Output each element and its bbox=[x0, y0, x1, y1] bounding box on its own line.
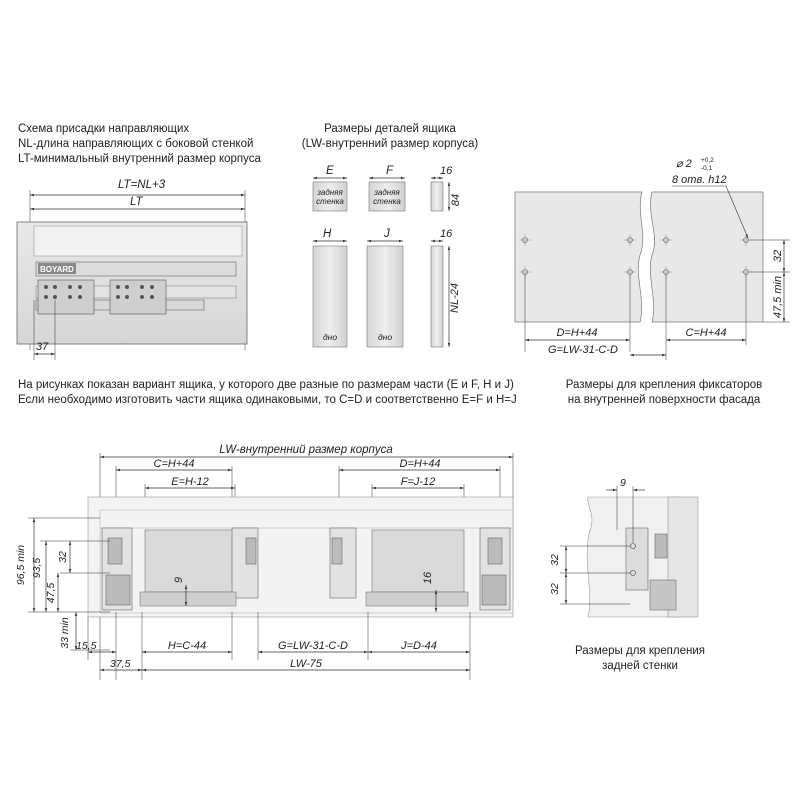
holes-count-label: 8 отв. h12 bbox=[672, 174, 727, 186]
assembly-c-label: C=H+44 bbox=[153, 458, 195, 470]
side-profile-long bbox=[431, 246, 443, 347]
facade-line-2: на внутренней поверхности фасада bbox=[567, 394, 761, 406]
nl24-label: NL-24 bbox=[449, 283, 461, 313]
hole-dia-label: ⌀ 2 bbox=[676, 158, 692, 170]
assembly-lw75-label: LW-75 bbox=[290, 658, 322, 670]
part-h-label: H bbox=[323, 228, 332, 240]
drawer-back-wall-right bbox=[372, 530, 464, 592]
facade-d32-label: 32 bbox=[772, 249, 784, 263]
facade-d475-label: 47,5 min bbox=[772, 275, 784, 319]
guide-scheme-line-2: NL-длина направляющих с боковой стенкой bbox=[18, 138, 254, 150]
note-line-1: На рисунках показан вариант ящика, у которого две разные по размерам части (E и F, H и J) bbox=[18, 379, 514, 391]
back-wall-bracket bbox=[626, 528, 648, 590]
assembly-d475-label: 47,5 bbox=[45, 582, 57, 604]
facade-dG-label: G=LW-31-C-D bbox=[548, 344, 618, 356]
back-wall-e-text-2: стенка bbox=[316, 197, 344, 206]
details-line-2: (LW-внутренний размер корпуса) bbox=[301, 138, 479, 150]
backwall-d9-label: 9 bbox=[620, 477, 626, 489]
back-wall-f-text-2: стенка bbox=[373, 197, 401, 206]
lw-title-label: LW-внутренний размер корпуса bbox=[219, 444, 393, 456]
back-wall-e-text-1: задняя bbox=[317, 188, 343, 197]
assembly-h-label: H=C-44 bbox=[167, 640, 207, 652]
guide-scheme-line-1: Схема присадки направляющих bbox=[18, 123, 190, 135]
facade-panel-left bbox=[515, 192, 643, 322]
brand-label: BOYARD bbox=[40, 265, 74, 274]
backwall-d32a-label: 32 bbox=[549, 554, 561, 566]
hole-tol-plus: +0,2 bbox=[701, 157, 714, 164]
back-wall-drawing bbox=[549, 477, 698, 617]
bottom-h-text: дно bbox=[322, 332, 338, 342]
part-e-label: E bbox=[326, 165, 334, 177]
assembly-drawing bbox=[15, 444, 513, 680]
lt-nl-label: LT=NL+3 bbox=[118, 179, 166, 191]
assembly-d16-label: 16 bbox=[422, 571, 434, 585]
side-profile-small bbox=[431, 182, 443, 211]
note-line-2: Если необходимо изготовить части ящика одинаковыми, то C=D и соответственно E=F и H=J bbox=[18, 394, 517, 406]
back-wall-line-1: Размеры для крепления bbox=[575, 645, 705, 657]
d37-label: 37 bbox=[36, 341, 49, 353]
facade-drawing bbox=[515, 157, 790, 360]
facade-dC-label: C=H+44 bbox=[685, 327, 727, 339]
assembly-d9-label: 9 bbox=[173, 576, 185, 584]
backwall-d32b-label: 32 bbox=[549, 583, 561, 595]
assembly-e-label: E=H-12 bbox=[171, 476, 209, 488]
assembly-g-label: G=LW-31-C-D bbox=[278, 640, 348, 652]
guide-scheme-line-3: LT-минимальный внутренний размер корпуса bbox=[18, 153, 261, 165]
assembly-d155-label: 15,5 bbox=[76, 640, 97, 652]
assembly-d965-label: 96,5 min bbox=[15, 544, 27, 586]
back-wall-line-2: задней стенки bbox=[602, 660, 678, 672]
back-wall-f-text-1: задняя bbox=[374, 188, 400, 197]
assembly-j-label: J=D-44 bbox=[401, 640, 437, 652]
facade-line-1: Размеры для крепления фиксаторов bbox=[565, 379, 763, 391]
assembly-d375-label: 37,5 bbox=[110, 658, 131, 670]
assembly-d935-label: 93,5 bbox=[31, 557, 43, 579]
assembly-d-label: D=H+44 bbox=[399, 458, 441, 470]
d84-label: 84 bbox=[450, 193, 462, 207]
d16b-label: 16 bbox=[440, 228, 453, 240]
part-j-label: J bbox=[384, 228, 390, 240]
guide-scheme bbox=[17, 179, 247, 360]
lt-label: LT bbox=[130, 196, 143, 208]
part-f-label: F bbox=[386, 165, 394, 177]
drawer-back-wall-left bbox=[145, 530, 235, 592]
assembly-d32-label: 32 bbox=[57, 551, 69, 563]
d16a-label: 16 bbox=[440, 165, 453, 177]
drawer-parts bbox=[313, 165, 462, 347]
assembly-f-label: F=J-12 bbox=[400, 476, 436, 488]
hole-tol-minus: -0,1 bbox=[701, 165, 713, 172]
facade-dD-label: D=H+44 bbox=[556, 327, 598, 339]
bottom-j-text: дно bbox=[377, 332, 393, 342]
details-line-1: Размеры деталей ящика bbox=[324, 123, 456, 135]
assembly-d33-label: 33 min bbox=[59, 617, 71, 649]
